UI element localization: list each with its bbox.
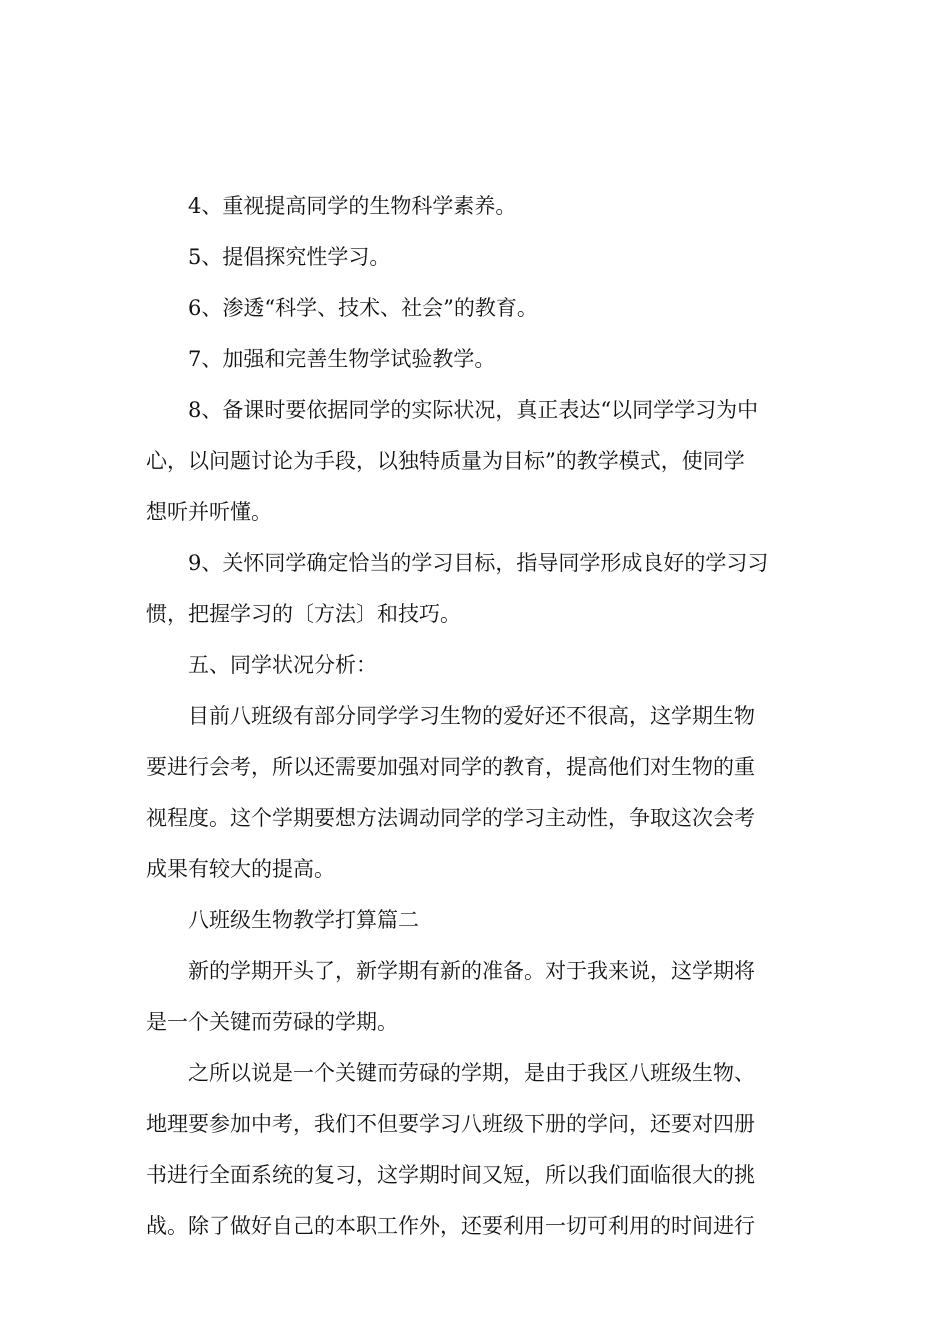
text-line: 6、渗透“科学、技术、社会”的教育。 [188, 296, 538, 320]
text-line: 视程度。这个学期要想方法调动同学的学习主动性，争取这次会考 [146, 806, 755, 830]
text-line: 是一个关键而劳碌的学期。 [146, 1010, 398, 1034]
section-heading: 五、同学状况分析： [188, 653, 377, 677]
text-line: 地理要参加中考，我们不但要学习八班级下册的学问，还要对四册 [146, 1112, 755, 1136]
text-line: 书进行全面系统的复习，这学期时间又短，所以我们面临很大的挑 [146, 1163, 755, 1187]
text-line: 想听并听懂。 [146, 500, 272, 524]
text-line: 之所以说是一个关键而劳碌的学期，是由于我区八班级生物、 [188, 1061, 755, 1085]
text-line: 9、关怀同学确定恰当的学习目标，指导同学形成良好的学习习 [188, 551, 769, 575]
text-line: 目前八班级有部分同学学习生物的爱好还不很高，这学期生物 [188, 704, 755, 728]
text-line: 新的学期开头了，新学期有新的准备。对于我来说，这学期将 [188, 959, 755, 983]
section-title: 八班级生物教学打算篇二 [188, 908, 419, 932]
text-line: 战。除了做好自己的本职工作外，还要利用一切可利用的时间进行 [146, 1214, 755, 1238]
document-body [146, 181, 810, 1252]
text-line: 心，以问题讨论为手段，以独特质量为目标”的教学模式，使同学 [146, 449, 745, 473]
text-line: 7、加强和完善生物学试验教学。 [188, 347, 496, 371]
text-line: 要进行会考，所以还需要加强对同学的教育，提高他们对生物的重 [146, 755, 755, 779]
text-line: 成果有较大的提高。 [146, 857, 335, 881]
text-line: 5、提倡探究性学习。 [188, 245, 391, 269]
text-line: 4、重视提高同学的生物科学素养。 [188, 194, 517, 218]
text-line: 惯，把握学习的〔方法〕和技巧。 [146, 602, 461, 626]
text-line: 8、备课时要依据同学的实际状况，真正表达“以同学学习为中 [188, 398, 759, 422]
